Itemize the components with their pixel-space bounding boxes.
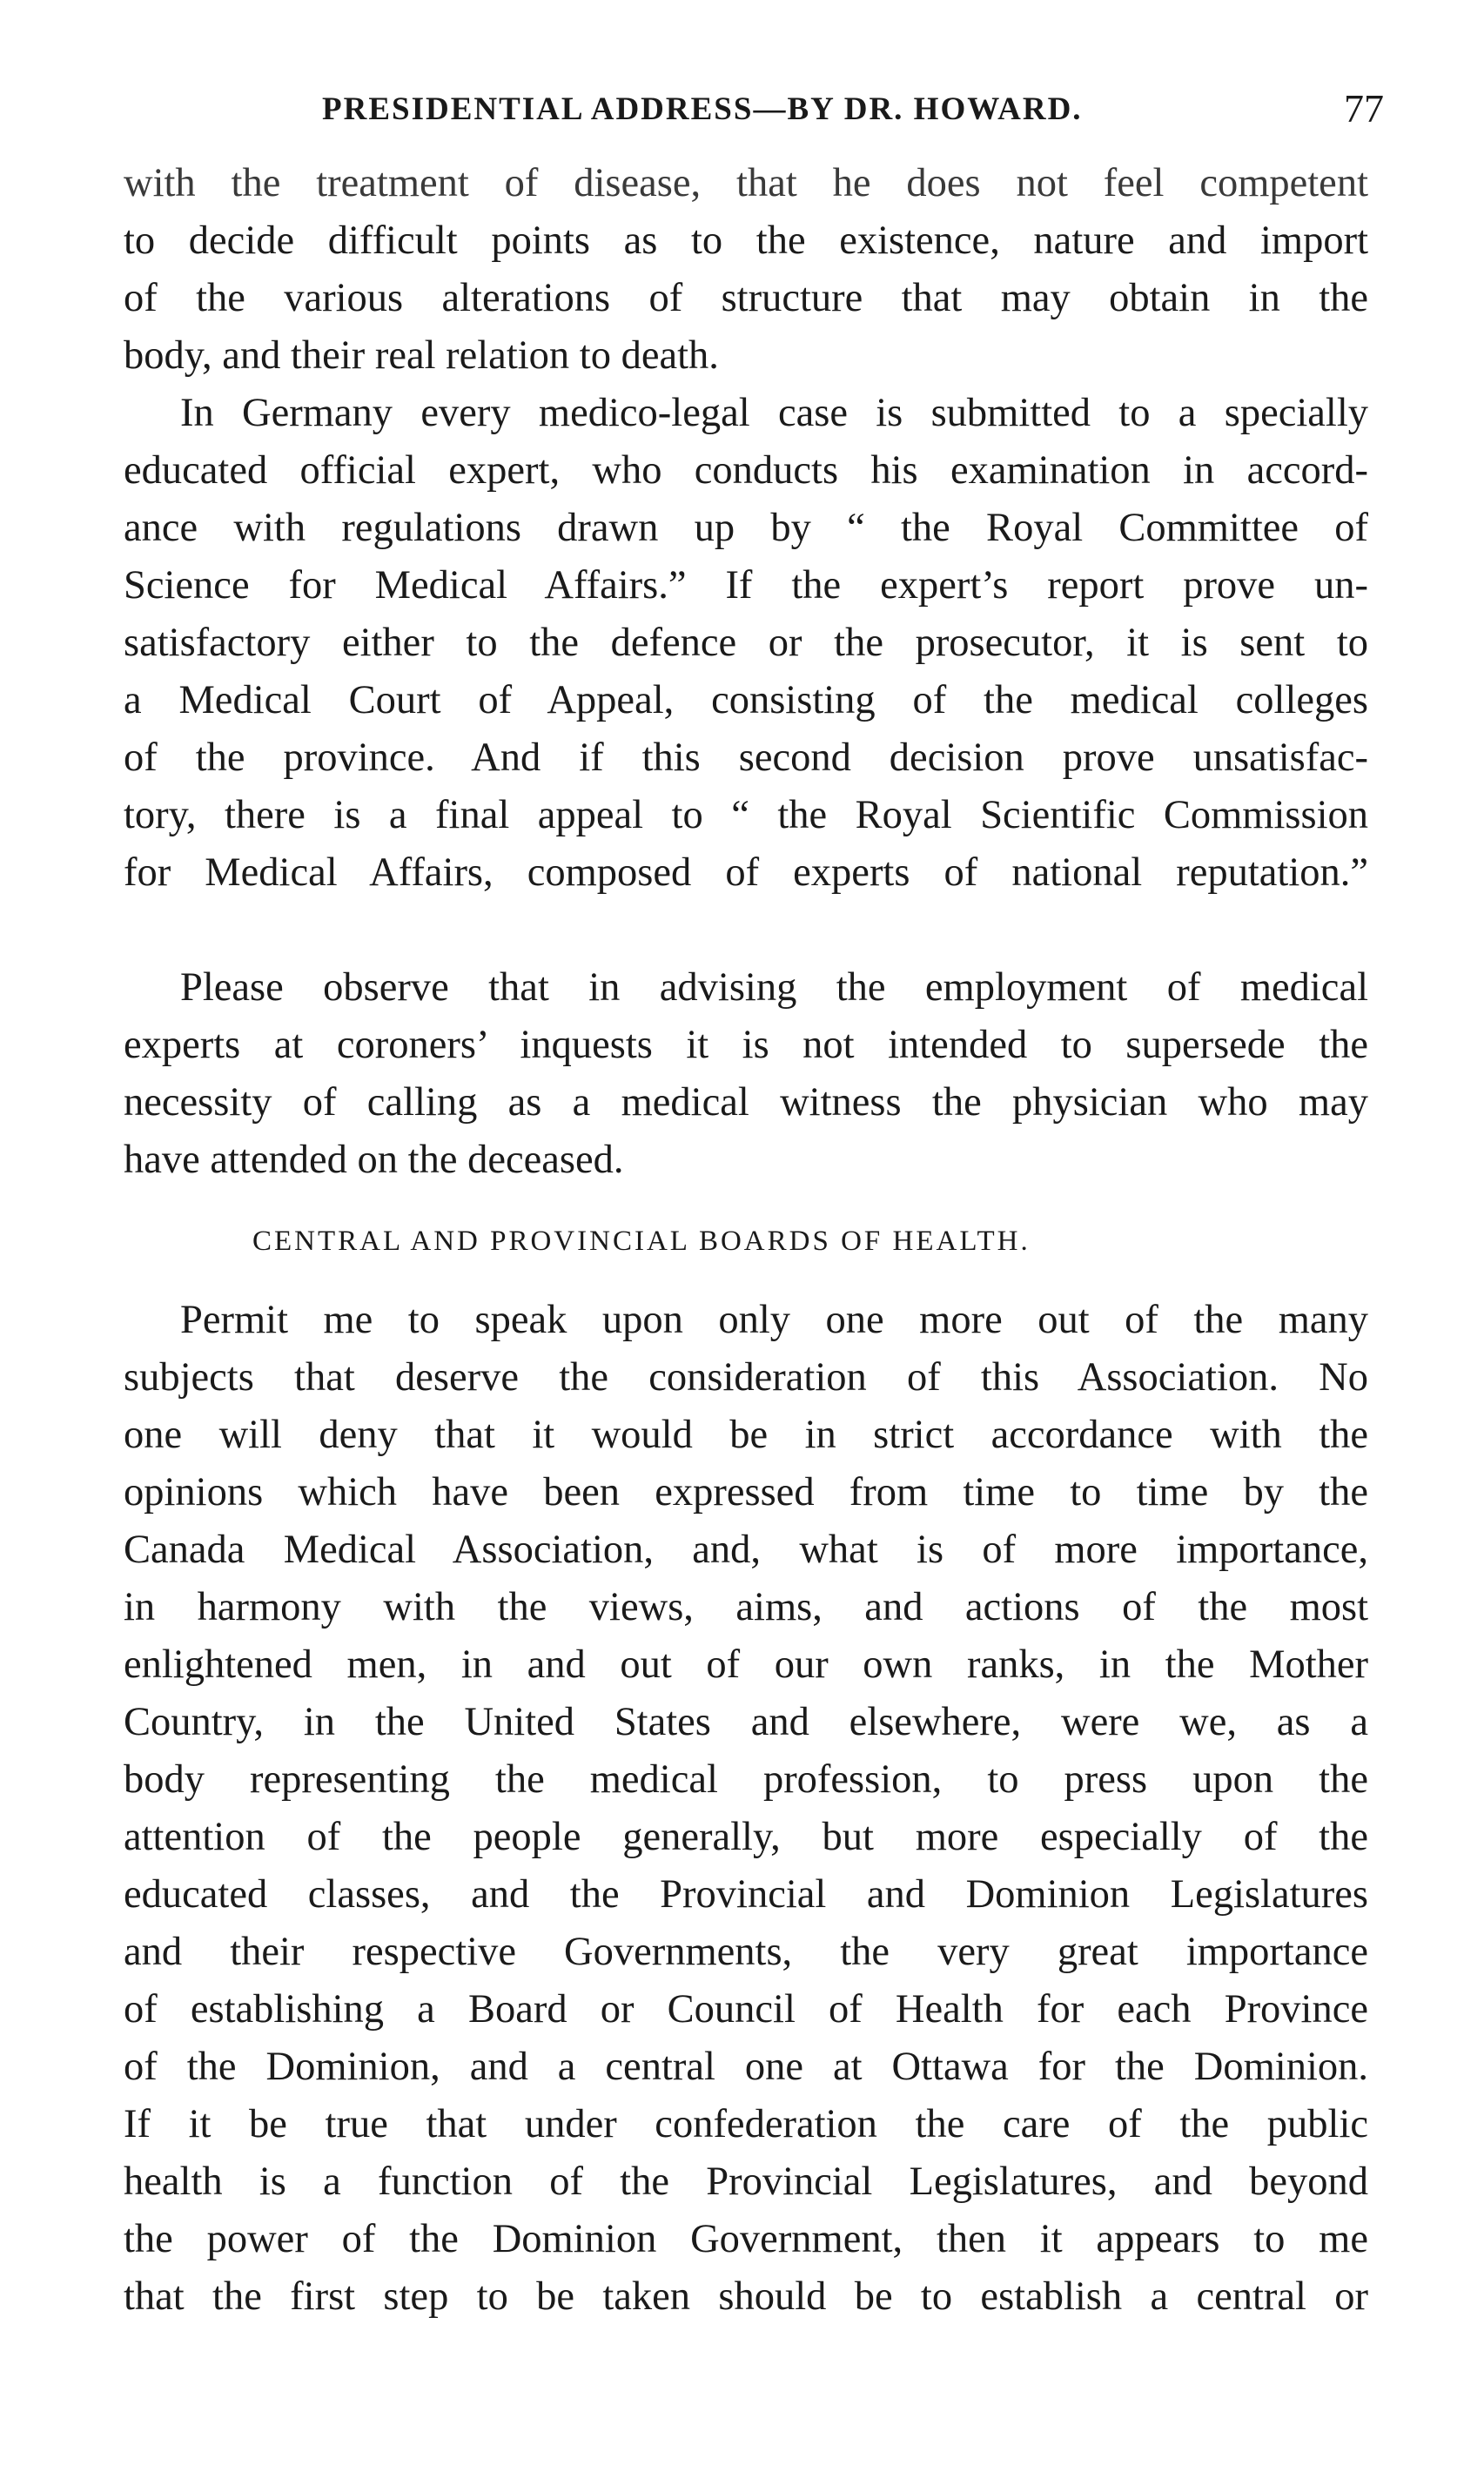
text-line: necessity of calling as a medical witness the physician who may: [124, 1080, 1368, 1125]
text-line: Country, in the United States and elsewhere, were we, as a: [124, 1700, 1368, 1744]
text-line: have attended on the deceased.: [124, 1138, 624, 1182]
text-line: and their respective Governments, the very great importance: [124, 1930, 1368, 1974]
text-line: that the first step to be taken should be to establish a central or: [124, 2274, 1368, 2319]
text-line: in harmony with the views, aims, and actions of the most: [124, 1585, 1368, 1629]
text-line: a Medical Court of Appeal, consisting of the medical colleges: [124, 678, 1368, 722]
text-line: with the treatment of disease, that he does not feel competent: [124, 161, 1368, 205]
text-line: health is a function of the Provincial Legislatures, and beyond: [124, 2159, 1368, 2204]
text-line: subjects that deserve the consideration of this Association. No: [124, 1355, 1368, 1400]
text-line: enlightened men, in and out of our own ranks, in the Mother: [124, 1642, 1368, 1687]
text-line: In Germany every medico-legal case is submitted to a specially: [180, 391, 1368, 435]
text-line: If it be true that under confederation the care of the public: [124, 2102, 1368, 2146]
text-line: Please observe that in advising the employment of medical: [180, 965, 1368, 1010]
text-line: experts at coroners’ inquests it is not intended to supersede the: [124, 1023, 1368, 1067]
text-line: of the various alterations of structure that may obtain in the: [124, 276, 1368, 320]
text-line: opinions which have been expressed from time to time by the: [124, 1470, 1368, 1515]
text-line: for Medical Affairs, composed of experts of national reputation.”: [124, 850, 1368, 895]
running-head: [322, 86, 1384, 143]
text-line: Science for Medical Affairs.” If the expert’s report prove un-: [124, 563, 1368, 608]
text-line: of the Dominion, and a central one at Ottawa for the Dominion.: [124, 2045, 1368, 2089]
text-line: Canada Medical Association, and, what is of more importance,: [124, 1528, 1368, 1572]
text-line: body, and their real relation to death.: [124, 333, 719, 378]
section-heading: CENTRAL AND PROVINCIAL BOARDS OF HEALTH.: [252, 1226, 1031, 1257]
text-line: ance with regulations drawn up by “ the Royal Committee of: [124, 506, 1368, 550]
paragraph-please-observe: [124, 959, 1368, 1189]
paragraph-boards-of-health: [124, 1292, 1368, 2326]
text-line: one will deny that it would be in strict accordance with the: [124, 1413, 1368, 1457]
text-line: to decide difficult points as to the existence, nature and import: [124, 218, 1368, 263]
text-line: satisfactory either to the defence or the prosecutor, it is sent to: [124, 621, 1368, 665]
text-line: attention of the people generally, but more especially of the: [124, 1815, 1368, 1859]
text-line: educated official expert, who conducts his examination in accord-: [124, 448, 1368, 493]
text-line: of establishing a Board or Council of Health for each Province: [124, 1987, 1368, 2032]
text-line: of the province. And if this second decision prove unsatisfac-: [124, 735, 1368, 780]
text-line: Permit me to speak upon only one more out of the many: [180, 1298, 1368, 1342]
running-title: PRESIDENTIAL ADDRESS—BY DR. HOWARD.: [322, 91, 1083, 127]
paragraph-germany: [124, 385, 1368, 902]
text-line: educated classes, and the Provincial and Dominion Legislatures: [124, 1872, 1368, 1917]
text-line: body representing the medical profession, to press upon the: [124, 1757, 1368, 1802]
text-line: tory, there is a final appeal to “ the Royal Scientific Commission: [124, 793, 1368, 837]
paragraph-continuation: [124, 155, 1368, 385]
page-number: 77: [1344, 86, 1384, 131]
text-line: the power of the Dominion Government, then it appears to me: [124, 2217, 1368, 2261]
